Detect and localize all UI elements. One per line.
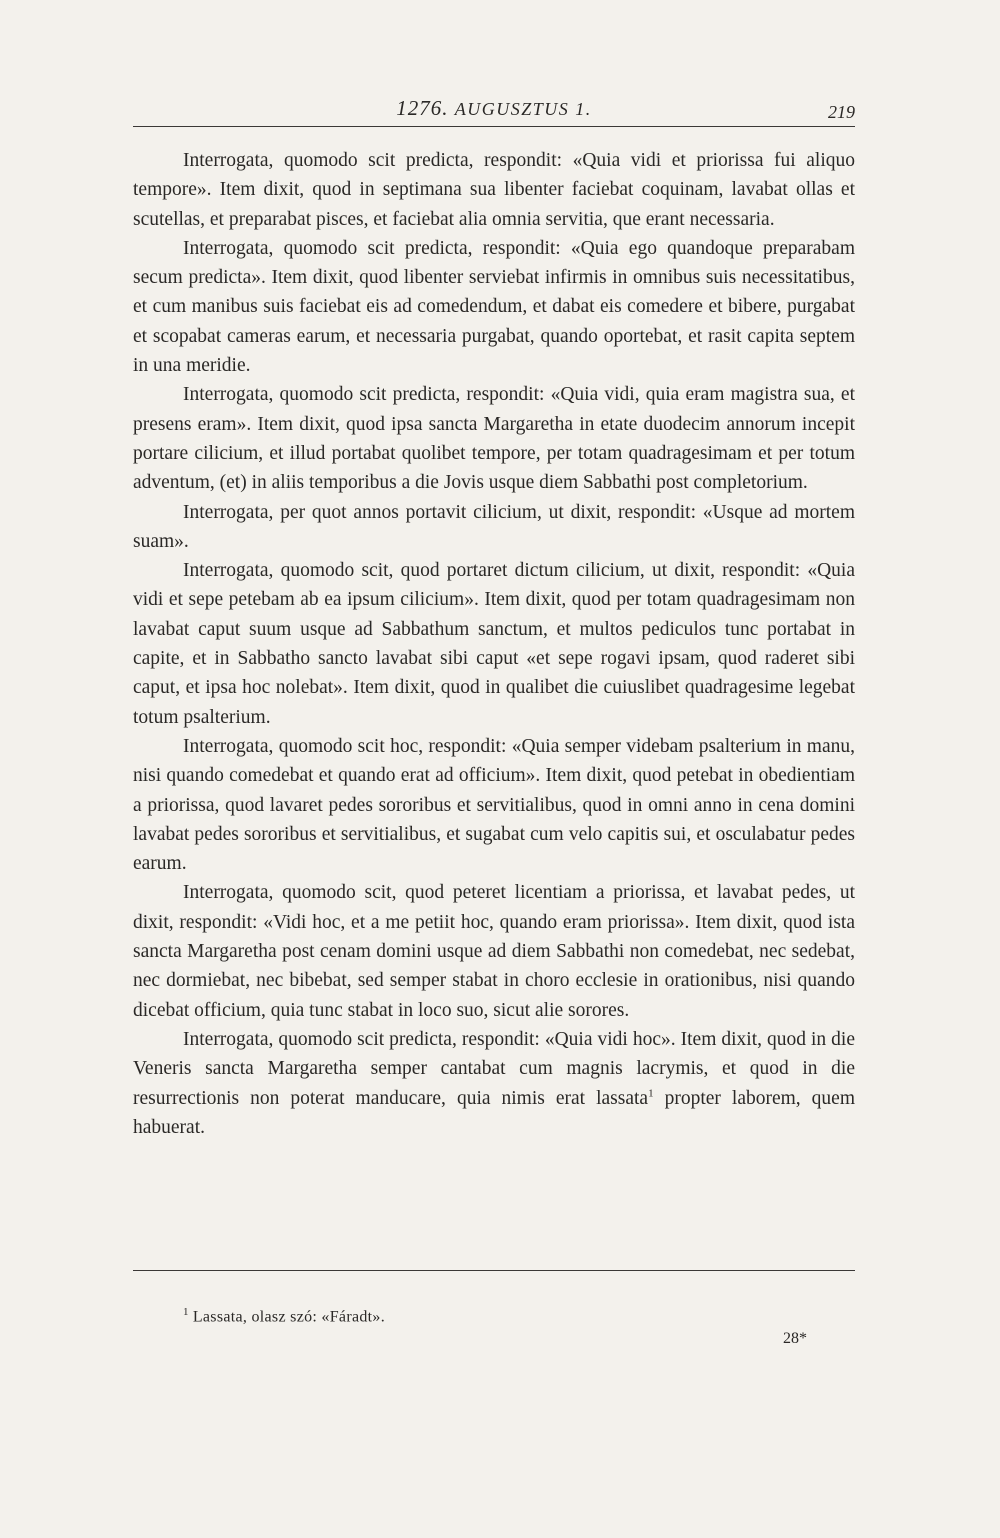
- running-title: [133, 96, 855, 121]
- paragraph: Interrogata, quomodo scit predicta, respondit: «Quia vidi et priorissa fui aliquo tempore». Item dixit, quod in septimana sua libenter faciebat coquinam, lavabat ollas et scutellas, et preparabat pisces, et faciebat alia omnia servitia, que erant necessaria.: [133, 150, 855, 230]
- paragraph: Interrogata, per quot annos portavit cilicium, ut dixit, respondit: «Usque ad mortem suam».: [133, 501, 855, 552]
- footnote-text: Lassata, olasz szó: «Fáradt».: [192, 1308, 386, 1326]
- header-year: 1276.: [396, 96, 449, 120]
- paragraph: Interrogata, quomodo scit hoc, respondit: «Quia semper videbam psalterium in manu, nisi quando comedebat et quando erat ad officium». Item dixit, quod petebat in obedientiam a priorissa, quod lavaret pedes sororibus et servitialibus, quod in omni anno in cena domini lavabat pedes sororibus et servitialibus, et sugabat cum velo capitis sui, et osculabatur pedes earum.: [133, 735, 855, 875]
- paragraph: Interrogata, quomodo scit predicta, respondit: «Quia vidi, quia eram magistra sua, et presens eram». Item dixit, quod ipsa sancta Margaretha in etate duodecim annorum incepit portare cilicium, et illud portabat quolibet tempore, per totam quadragesimam et per totum adventum, (et) in aliis temporibus a die Jovis usque diem Sabbathi post completorium.: [133, 384, 855, 494]
- body-text: [133, 146, 855, 1142]
- paragraph-text: propter laborem, quem habuerat.: [133, 1087, 855, 1138]
- running-head: [133, 92, 855, 126]
- paragraph: Interrogata, quomodo scit, quod portaret dictum cilicium, ut dixit, respondit: «Quia vidi et sepe petebam ab ea ipsum cilicium». Item dixit, quod per totam quadragesimam non lavabat caput suum usque ad Sabbathum sanctum, et multos pediculos tunc portabat in capite, et in Sabbatho sancto lavabat sibi caput «et sepe rogavi ipsam, quod raderet sibi caput, et ipsa hoc nolebat». Item dixit, quod in qualibet die cuiuslibet quadragesime legebat totum psalterium.: [133, 560, 855, 728]
- footnote-mark: 1: [183, 1306, 189, 1318]
- header-date: AUGUSZTUS 1.: [454, 99, 592, 119]
- footnote-rule: [133, 1270, 855, 1271]
- signature-mark: 28*: [783, 1330, 807, 1347]
- paragraph-with-footnote: [133, 1025, 855, 1142]
- page-number: 219: [828, 102, 855, 122]
- paragraph-text: Interrogata, quomodo scit predicta, respondit: «Quia vidi hoc». Item dixit, quod in die Veneris sancta Margaretha semper cantabat cum magnis lacrymis, et quod in die resurrectionis non poterat manducare, quia nimis erat lassata: [133, 1028, 855, 1109]
- footnote-reference: 1: [648, 1087, 654, 1099]
- paragraph: Interrogata, quomodo scit predicta, respondit: «Quia ego quandoque preparabam secum predicta». Item dixit, quod libenter serviebat infirmis in omnibus suis necessitatibus, et cum manibus suis faciebat eis ad comedendum, et dabat eis comedere et bibere, purgabat et scopabat cameras earum, et necessaria purgabat, quando oportebat, et rasit capita septem in una meridie.: [133, 237, 855, 377]
- footnote: [183, 1306, 385, 1326]
- header-rule: [133, 126, 855, 127]
- paragraph: Interrogata, quomodo scit, quod peteret licentiam a priorissa, et lavabat pedes, ut dixit, respondit: «Vidi hoc, et a me petiit hoc, quando eram priorissa». Item dixit, quod ista sancta Margaretha post cenam domini usque ad diem Sabbathi non comedebat, nec sedebat, nec dormiebat, nec bibebat, sed semper stabat in choro ecclesie in orationibus, nisi quando dicebat officium, quia tunc stabat in loco suo, sicut alie sorores.: [133, 882, 855, 1021]
